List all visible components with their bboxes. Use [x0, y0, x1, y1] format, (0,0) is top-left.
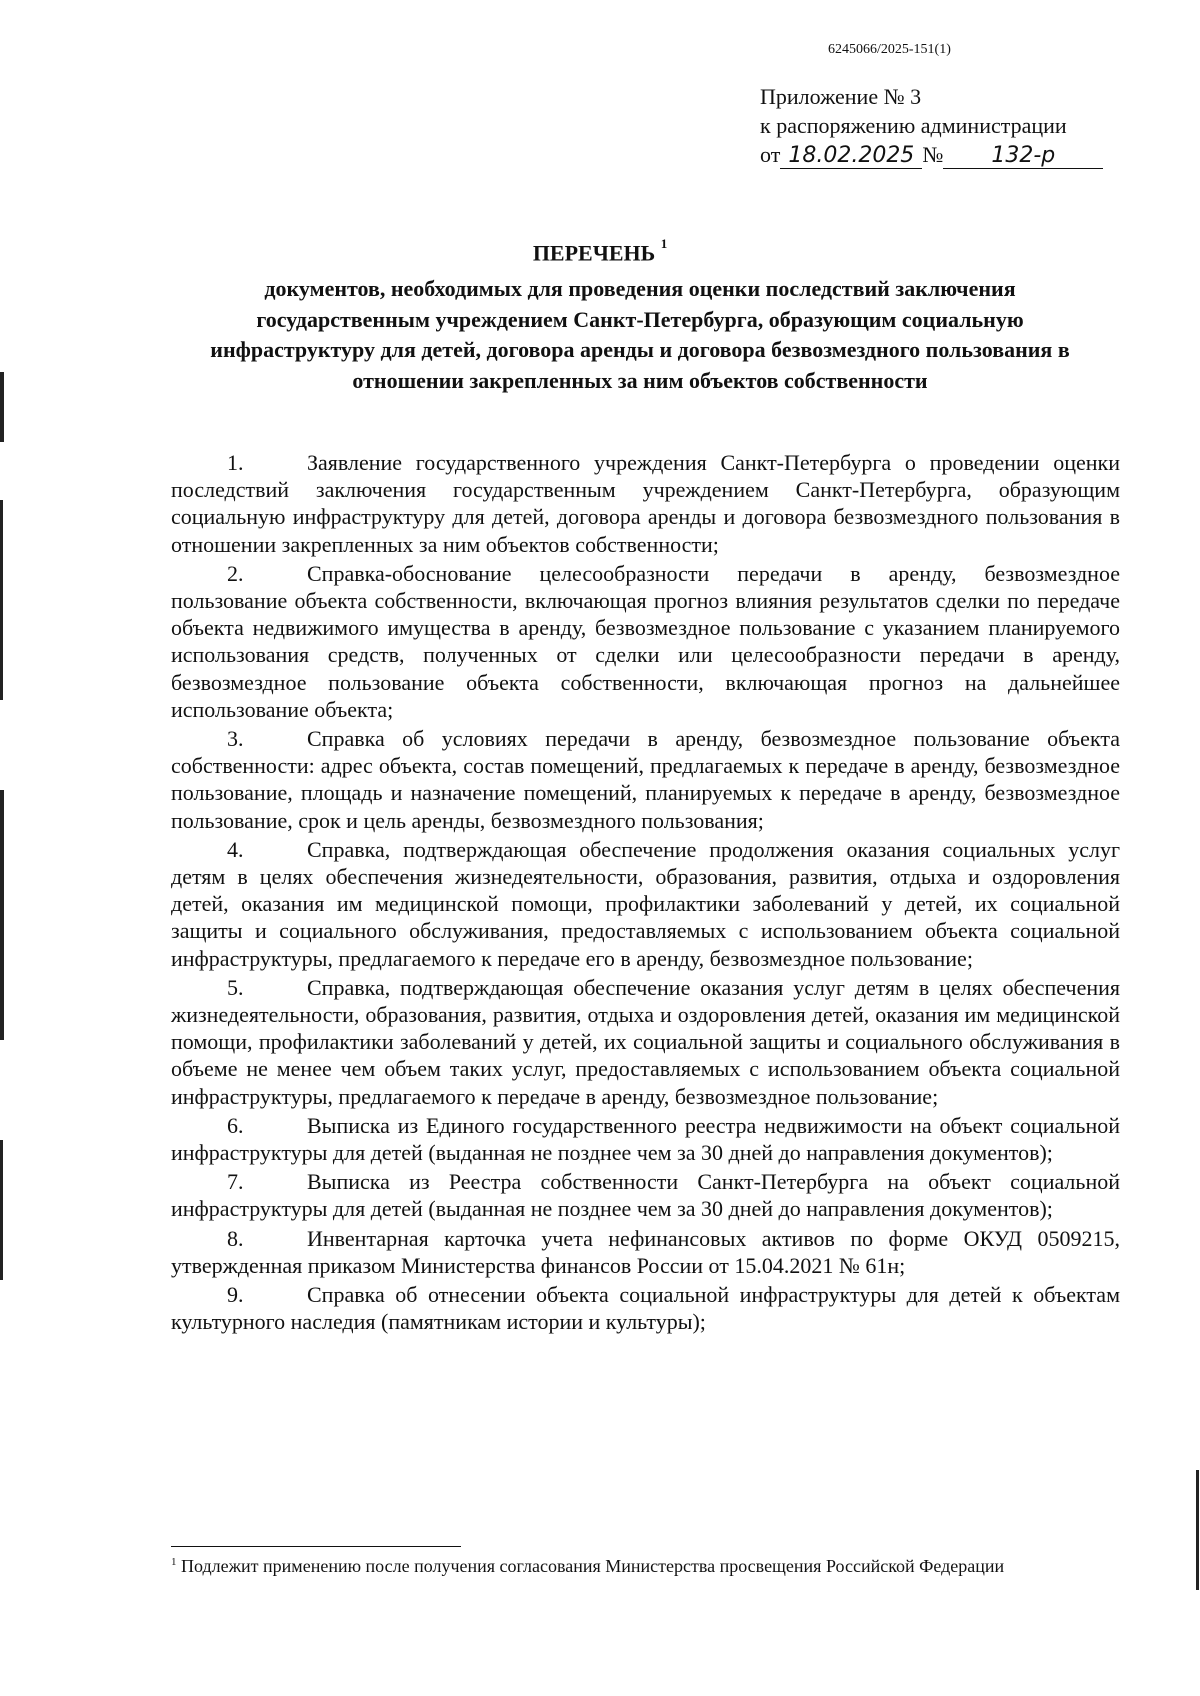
- item-text: Заявление государственного учреждения Санкт-Петербурга о проведении оценки последствий заключения государственным учреждением Санкт-Петербурга, образующим социальную инфраструктуру для детей, договора аренды и договора безвозмездного пользования в отношении закрепленных за ним объектов собственности;: [171, 450, 1120, 557]
- item-number: 2.: [227, 560, 244, 586]
- handwritten-number: 132-р: [943, 144, 1103, 169]
- item-text: Справка-обоснование целесообразности передачи в аренду, безвозмездное пользование объекта собственности, включающая прогноз влияния результатов сделки по передаче объекта недвижимого имущества в аренду, безвозмездное пользование с указанием планируемого использования средств, полученных от сделки или целесообразности передачи в аренду, безвозмездное пользование объекта собственности, включающая прогноз на дальнейшее использование объекта;: [171, 560, 1120, 722]
- appendix-reference: к распоряжению администрации: [760, 113, 1067, 138]
- item-number: 9.: [227, 1282, 244, 1308]
- item-text: Справка об отнесении объекта социальной инфраструктуры для детей к объектам культурного наследия (памятникам истории и культуры);: [171, 1282, 1120, 1335]
- list-item: [171, 974, 1120, 1110]
- item-number: 4.: [227, 836, 244, 862]
- list-item: [171, 725, 1120, 834]
- item-text: Справка, подтверждающая обеспечение продолжения оказания социальных услуг детям в целях обеспечения жизнедеятельности, образования, развития, отдыха и оздоровления детей, оказания им медицинской помощи, профилактики заболеваний у детей, их социальной защиты и социального обслуживания, предоставляемых с использованием объекта социальной инфраструктуры, предлагаемого к передаче его в аренду, безвозмездное пользование;: [171, 836, 1120, 971]
- item-text: Справка, подтверждающая обеспечение оказания услуг детям в целях обеспечения жизнедеятельности, образования, развития, отдыха и оздоровления детей, оказания им медицинской помощи, профилактики заболеваний у детей, их социальной защиты и социального обслуживания в объеме не менее чем объем таких услуг, предоставляемых с использованием объекта социальной инфраструктуры, предлагаемого к передаче в аренду, безвозмездное пользование;: [171, 974, 1120, 1109]
- appendix-number: Приложение № 3: [760, 84, 922, 109]
- list-item: [171, 1112, 1120, 1166]
- scan-artifact: [1196, 1470, 1199, 1590]
- footnote-mark: 1: [171, 1556, 177, 1568]
- appendix-block: [760, 82, 1103, 169]
- appendix-date-line: [760, 140, 1103, 169]
- footnote-rule: [171, 1546, 461, 1547]
- item-text: Инвентарная карточка учета нефинансовых активов по форме ОКУД 0509215, утвержденная приказом Министерства финансов России от 15.04.2021 № 61н;: [171, 1225, 1120, 1278]
- item-text: Выписка из Реестра собственности Санкт-Петербурга на объект социальной инфраструктуры для детей (выданная не позднее чем за 30 дней до направления документов);: [171, 1169, 1120, 1222]
- item-number: 8.: [227, 1225, 244, 1251]
- document-subtitle: документов, необходимых для проведения оценки последствий заключения государственным учреждением Санкт-Петербурга, образующим социальную инфраструктуру для детей, договора аренды и договора безвозмездного пользования в отношении закрепленных за ним объектов собственности: [210, 276, 1070, 393]
- item-number: 3.: [227, 726, 244, 752]
- title-footnote-mark: 1: [660, 236, 668, 251]
- list-item: [171, 449, 1120, 558]
- handwritten-date: 18.02.2025: [780, 144, 922, 169]
- item-number: 5.: [227, 974, 244, 1000]
- item-text: Выписка из Единого государственного реестра недвижимости на объект социальной инфраструктуры для детей (выданная не позднее чем за 30 дней до направления документов);: [171, 1112, 1120, 1166]
- items-list: [171, 449, 1120, 1338]
- number-prefix: №: [922, 142, 944, 167]
- document-title: [0, 236, 1200, 266]
- list-item: [171, 836, 1120, 972]
- scan-artifact: [0, 372, 4, 442]
- list-item: [171, 560, 1120, 723]
- list-item: [171, 1168, 1120, 1222]
- footnote-text: Подлежит применению после получения согласования Министерства просвещения Российской Федерации: [181, 1556, 1005, 1576]
- item-text: Справка об условиях передачи в аренду, безвозмездное пользование объекта собственности: адрес объекта, состав помещений, предлагаемых к передаче в аренду, безвозмездное пользование, площадь и назначение помещений, планируемых к передаче в аренду, безвозмездное пользование, срок и цель аренды, безвозмездного пользования;: [171, 726, 1120, 833]
- scan-artifact: [0, 790, 4, 1040]
- from-prefix: от: [760, 142, 781, 167]
- document-id: 6245066/2025-151(1): [828, 42, 951, 57]
- scan-artifact: [0, 500, 3, 700]
- item-number: 7.: [227, 1169, 244, 1195]
- item-number: 1.: [227, 450, 244, 475]
- item-number: 6.: [227, 1112, 244, 1138]
- title-text: ПЕРЕЧЕНЬ: [532, 240, 656, 266]
- scan-artifact: [0, 1140, 3, 1280]
- footnote: [171, 1556, 1131, 1577]
- list-item: [171, 1225, 1120, 1279]
- list-item: [171, 1281, 1120, 1335]
